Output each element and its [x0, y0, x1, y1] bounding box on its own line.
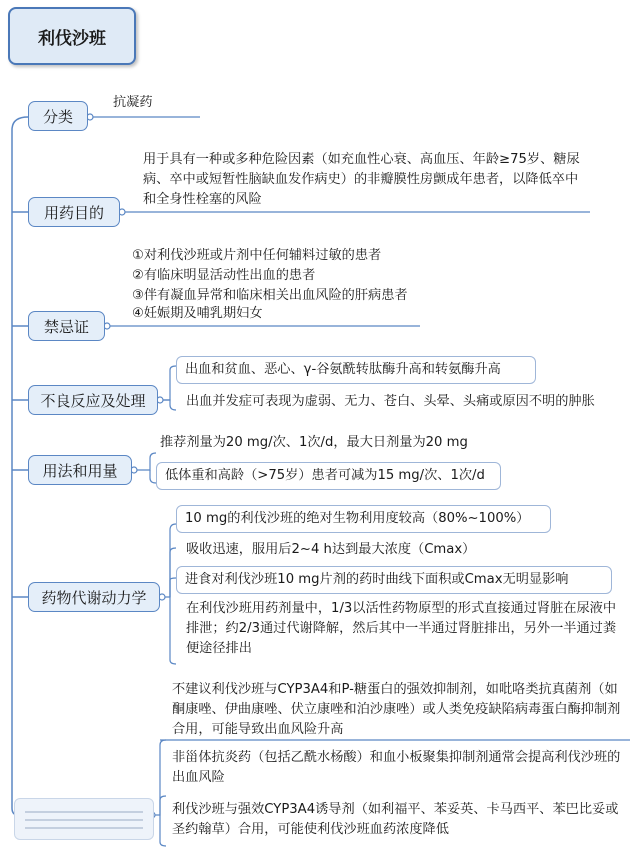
contraindication-item-0: ①对利伐沙班或片剂中任何辅料过敏的患者: [132, 248, 382, 263]
interaction-item-2: 利伐沙班与强效CYP3A4诱导剂（如利福平、苯妥英、卡马西平、苯巴比妥或圣约翰草）合用，可能使利伐沙班血药浓度降低: [172, 802, 619, 837]
adverse-item-0: 出血和贫血、恶心、γ-谷氨酰转肽酶升高和转氨酶升高: [176, 356, 536, 384]
dosage-item-1: 低体重和高龄（>75岁）患者可减为15 mg/次、1次/d: [156, 462, 501, 490]
contraindication-item-3: ④妊娠期及哺乳期妇女: [132, 306, 263, 321]
pk-item-1: 吸收迅速，服用后2~4 h达到最大浓度（Cmax）: [186, 542, 476, 557]
purpose-item-0: 用于具有一种或多种危险因素（如充血性心衰、高血压、年龄≥75岁、糖尿病、卒中或短暂性脑缺血发作病史）的非瓣膜性房颤成年患者，以降低卒中和全身性栓塞的风险: [143, 152, 580, 207]
dosage-item-0: 推荐剂量为20 mg/次、1次/d，最大日剂量为20 mg: [160, 435, 468, 450]
central-topic[interactable]: 利伐沙班: [8, 7, 136, 65]
contraindication-item-2: ③伴有凝血异常和临床相关出血风险的肝病患者: [132, 288, 408, 303]
classification-item-0: 抗凝药: [113, 95, 153, 110]
contraindication-item-1: ②有临床明显活动性出血的患者: [132, 268, 316, 283]
interaction-item-1: 非甾体抗炎药（包括乙酰水杨酸）和血小板聚集抑制剂通常会提高利伐沙班的出血风险: [172, 750, 621, 785]
pk-item-3: 在利伐沙班用药剂量中，1/3以活性药物原型的形式直接通过肾脏在尿液中排泄；约2/3通过代谢降解，然后其中一半通过肾脏排出，另外一半通过粪便途径排出: [186, 601, 617, 656]
category-purpose[interactable]: 用药目的: [28, 197, 120, 227]
interaction-item-0: 不建议利伐沙班与CYP3A4和P-糖蛋白的强效抑制剂，如吡咯类抗真菌剂（如酮康唑、伊曲康唑、伏立康唑和泊沙康唑）或人类免疫缺陷病毒蛋白酶抑制剂合用，可能导致出血风险升高: [172, 682, 621, 737]
category-pharmacokinetics[interactable]: 药物代谢动力学: [28, 582, 160, 612]
category-dosage[interactable]: 用法和用量: [28, 455, 132, 485]
category-interaction-thumbnail[interactable]: [14, 798, 154, 840]
spine-line: [12, 117, 28, 815]
category-classification[interactable]: 分类: [28, 101, 88, 131]
pk-item-2: 进食对利伐沙班10 mg片剂的药时曲线下面积或Cmax无明显影响: [176, 566, 612, 594]
category-contraindication[interactable]: 禁忌证: [28, 311, 105, 341]
pk-item-0: 10 mg的利伐沙班的绝对生物利用度较高（80%~100%）: [176, 505, 551, 533]
category-adverse[interactable]: 不良反应及处理: [28, 385, 158, 415]
adverse-item-1: 出血并发症可表现为虚弱、无力、苍白、头晕、头痛或原因不明的肿胀: [186, 394, 595, 409]
